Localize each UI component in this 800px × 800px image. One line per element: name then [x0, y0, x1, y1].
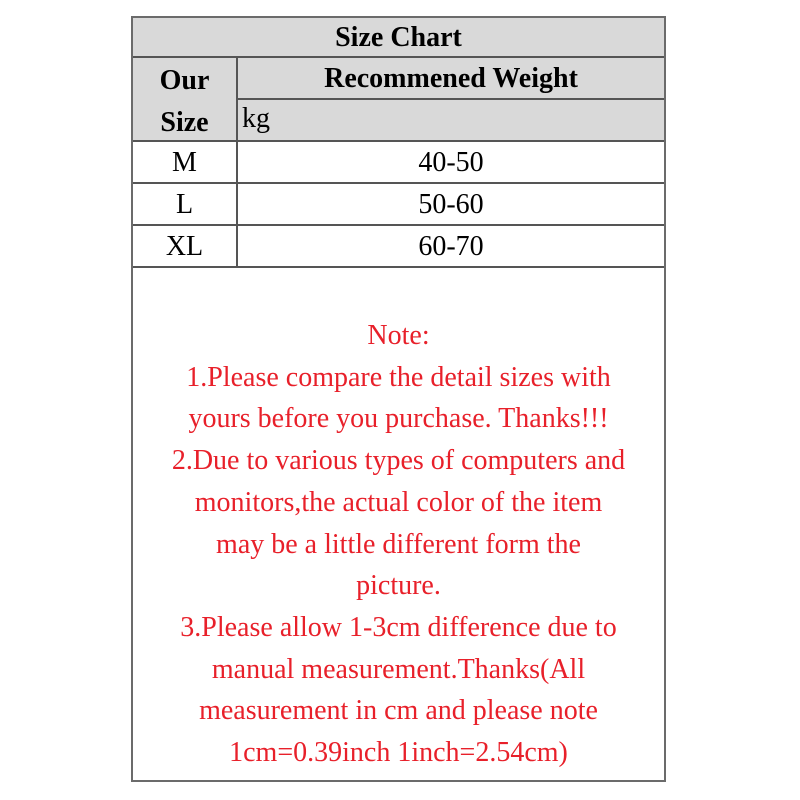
table-row [133, 226, 664, 268]
note-block [133, 315, 664, 774]
note-line: picture. [356, 570, 441, 602]
weight-header: Recommened Weight [238, 58, 664, 100]
chart-title: Size Chart [133, 18, 664, 58]
note-heading: Note: [367, 320, 430, 351]
size-cell: M [133, 142, 238, 182]
our-size-header-line1: Our [159, 65, 210, 96]
size-cell: L [133, 184, 238, 224]
weight-cell: 40-50 [418, 147, 484, 178]
our-size-header-line2: Size [160, 107, 209, 138]
weight-cell: 50-60 [418, 189, 484, 220]
note-line: 3.Please allow 1-3cm difference due to [180, 611, 617, 643]
weight-unit: kg [238, 100, 664, 142]
note-line: measurement in cm and please note [199, 695, 598, 727]
note-line: yours before you purchase. Thanks!!! [188, 403, 609, 435]
table-row [133, 184, 664, 226]
note-line: may be a little different form the [216, 528, 581, 560]
note-line: 2.Due to various types of computers and [171, 445, 626, 477]
note-line: manual measurement.Thanks(All [211, 653, 586, 685]
size-chart-sheet [131, 16, 666, 782]
note-line: 1.Please compare the detail sizes with [186, 361, 611, 393]
note-line: monitors,the actual color of the item [194, 486, 603, 518]
size-cell: XL [133, 226, 238, 266]
note-line: 1cm=0.39inch 1inch=2.54cm) [229, 737, 568, 769]
weight-cell: 60-70 [418, 231, 484, 262]
our-size-header [133, 58, 238, 142]
table-row [133, 142, 664, 184]
